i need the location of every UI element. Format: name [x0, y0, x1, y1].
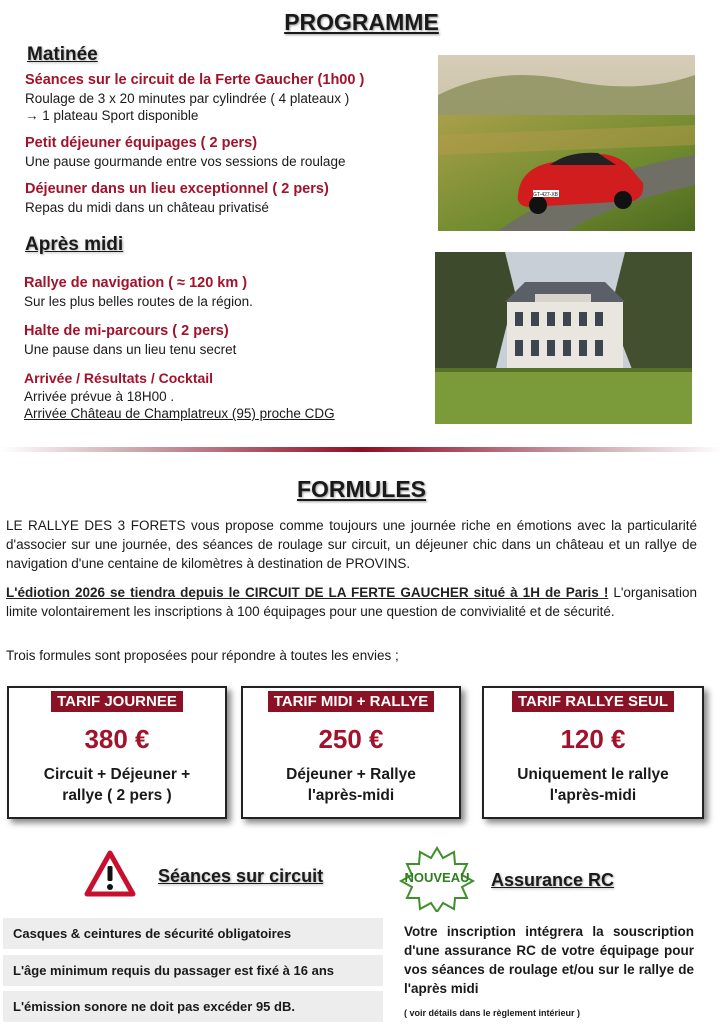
item-title: Déjeuner dans un lieu exceptionnel ( 2 pers) [25, 181, 329, 197]
tarif-desc [484, 764, 702, 806]
item-title: Halte de mi-parcours ( 2 pers) [24, 323, 229, 339]
section-divider [0, 447, 723, 452]
item-line: Roulage de 3 x 20 minutes par cylindrée ( 4 plateaux ) [25, 91, 350, 106]
formules-edition [6, 583, 697, 621]
apres-midi-item [24, 323, 424, 358]
tarif-card [482, 686, 704, 819]
edition-highlight: L'édiotion 2026 se tiendra depuis le CIRCUIT DE LA FERTE GAUCHER situé à 1H de Paris ! [6, 585, 609, 600]
tarif-desc [9, 764, 225, 806]
programme-title: PROGRAMME [284, 9, 439, 35]
item-title: Petit déjeuner équipages ( 2 pers) [25, 135, 258, 151]
tarif-desc [243, 764, 459, 806]
circuit-rule: Casques & ceintures de sécurité obligatoires [3, 918, 383, 949]
tarif-label: TARIF MIDI + RALLYE [268, 691, 435, 712]
tarif-desc-line: Circuit + Déjeuner + [43, 766, 191, 783]
chateau-photo [435, 252, 692, 424]
tarif-desc-line: Uniquement le rallye [517, 766, 669, 783]
item-title: Rallye de navigation ( ≈ 120 km ) [24, 275, 248, 291]
matinee-item [25, 181, 425, 216]
item-line: Sur les plus belles routes de la région. [24, 294, 253, 309]
item-line: Arrivée Château de Champlatreux (95) proche CDG [24, 406, 335, 421]
car-plate: GT-427-XB [533, 192, 559, 198]
matinee-heading: Matinée [27, 44, 98, 65]
tarif-desc-line: rallye ( 2 pers ) [62, 787, 172, 804]
apres-midi-item [24, 370, 424, 422]
apres-midi-list [24, 275, 424, 422]
nouveau-text: NOUVEAU [404, 870, 470, 885]
assurance-text: Votre inscription intégrera la souscription d'une assurance RC de votre équipage pour vos séances de roulage et/ou sur le rallye de l'après midi [404, 924, 694, 996]
tarif-price: 120 € [560, 724, 626, 754]
item-title: Arrivée / Résultats / Cocktail [24, 370, 214, 386]
apres-midi-heading: Après midi [25, 234, 124, 255]
car-photo [438, 55, 695, 231]
tarif-label: TARIF RALLYE SEUL [512, 691, 674, 712]
edition-details: L'organisation limite volontairement les inscriptions à 100 équipages pour une question de convivialité et de sécurité. [6, 585, 697, 619]
tarif-card [241, 686, 461, 819]
tarif-desc-line: l'après-midi [307, 787, 395, 804]
item-line: Arrivée prévue à 18H00 . [24, 389, 175, 404]
matinee-list [25, 72, 425, 216]
formules-intro: LE RALLYE DES 3 FORETS vous propose comme toujours une journée riche en émotions avec la particularité d'associer sur une journée, des séances de roulage sur circuit, un déjeuner chic dans un château et un rallye de navigation d'une centaine de kilomètres à destination de PROVINS. [6, 518, 697, 571]
item-line: Une pause dans un lieu tenu secret [24, 342, 237, 357]
matinee-item [25, 135, 425, 170]
nouveau-badge-icon [398, 846, 476, 912]
item-title: Séances sur le circuit de la Ferte Gaucher (1h00 ) [25, 72, 365, 88]
tarif-card [7, 686, 227, 819]
formules-choices: Trois formules sont proposées pour répondre à toutes les envies ; [6, 648, 399, 663]
circuit-rule: L'émission sonore ne doit pas excéder 95 dB. [3, 991, 383, 1022]
tarif-desc-line: l'après-midi [549, 787, 637, 804]
apres-midi-item [24, 275, 424, 310]
tarif-price: 250 € [318, 724, 384, 754]
warning-icon [84, 850, 136, 898]
item-line: → 1 plateau Sport disponible [25, 108, 199, 123]
circuit-rule: L'âge minimum requis du passager est fixé à 16 ans [3, 955, 383, 986]
assurance-title: Assurance RC [491, 870, 615, 890]
tarif-desc-line: Déjeuner + Rallye [286, 766, 416, 783]
circuit-title: Séances sur circuit [158, 866, 324, 886]
assurance-note: ( voir détails dans le règlement intérieur ) [404, 1008, 581, 1018]
tarif-label: TARIF JOURNEE [51, 691, 183, 712]
item-line: Une pause gourmande entre vos sessions de roulage [25, 154, 346, 169]
formules-title: FORMULES [296, 476, 427, 502]
tarif-price: 380 € [84, 724, 150, 754]
matinee-item [25, 72, 425, 124]
item-line: Repas du midi dans un château privatisé [25, 200, 269, 215]
chateau-building [505, 282, 625, 372]
